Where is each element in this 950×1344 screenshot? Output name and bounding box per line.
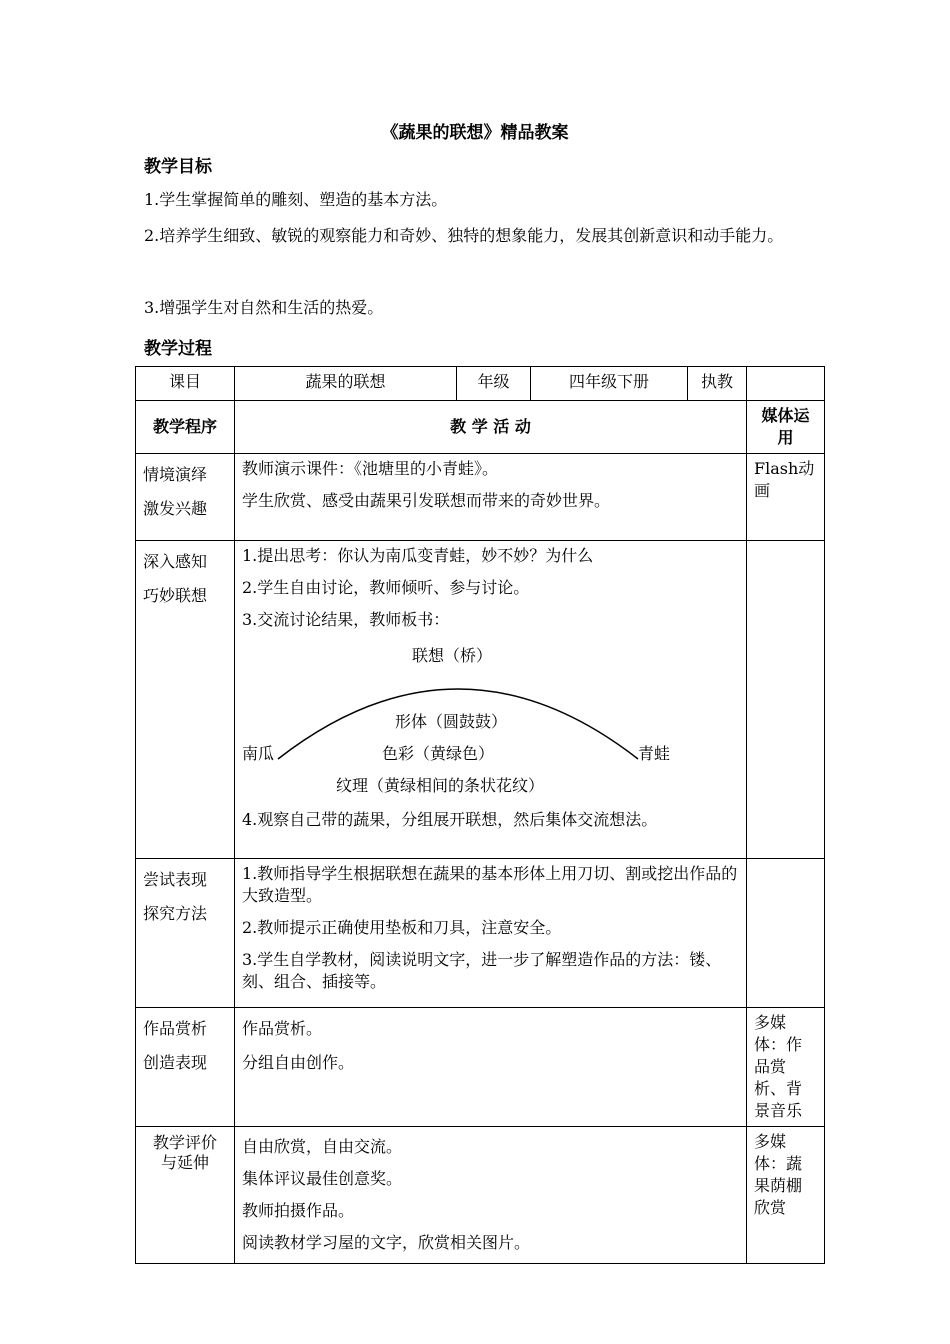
goal-2: 2.培养学生细致、敏锐的观察能力和奇妙、独特的想象能力，发展其创新意识和动手能力。	[144, 226, 784, 245]
stage-line: 探究方法	[143, 904, 208, 923]
activity-item: 3.交流讨论结果，教师板书：	[242, 610, 450, 629]
grade-value: 四年级下册	[531, 367, 688, 401]
diagram-color-label: 色彩（黄绿色）	[382, 744, 495, 763]
activity-item: 2.教师提示正确使用垫板和刀具，注意安全。	[242, 918, 562, 937]
activity-item: 教师拍摄作品。	[242, 1201, 355, 1220]
goal-1: 1.学生掌握简单的雕刻、塑造的基本方法。	[144, 190, 448, 209]
activity-item: 4.观察自己带的蔬果，分组展开联想，然后集体交流想法。	[242, 810, 658, 829]
table-row	[136, 1008, 825, 1127]
diagram-frog-label: 青蛙	[638, 744, 671, 763]
document-title: 《蔬果的联想》精品教案	[381, 123, 569, 143]
header-row	[136, 401, 825, 454]
teacher-value	[747, 367, 825, 401]
grade-label: 年级	[457, 367, 531, 401]
media-cell	[747, 859, 825, 1008]
table-row	[136, 1127, 825, 1264]
process-heading: 教学过程	[144, 339, 212, 359]
diagram-pumpkin-label: 南瓜	[242, 744, 275, 763]
activity-item: 集体评议最佳创意奖。	[242, 1169, 403, 1188]
activity-item: 3.学生自学教材，阅读说明文字，进一步了解塑造作品的方法：镂、刻、组合、插接等。	[242, 950, 722, 991]
activity-item: 1.教师指导学生根据联想在蔬果的基本形体上用刀切、割或挖出作品的大致造型。	[242, 864, 738, 905]
stage-line: 尝试表现	[143, 870, 208, 889]
activity-item: 分组自由创作。	[242, 1053, 355, 1072]
header-activity: 教 学 活 动	[235, 401, 747, 454]
activity-item: 自由欣赏，自由交流。	[242, 1137, 403, 1156]
activity-item: 阅读教材学习屋的文字，欣赏相关图片。	[242, 1233, 531, 1252]
activity-item: 作品赏析。	[242, 1019, 323, 1038]
diagram-shape-label: 形体（圆鼓鼓）	[395, 712, 508, 731]
info-row	[136, 367, 825, 401]
activity-item: 学生欣赏、感受由蔬果引发联想而带来的奇妙世界。	[242, 491, 611, 510]
goal-heading: 教学目标	[144, 157, 212, 177]
stage-line: 教学评价	[152, 1133, 217, 1152]
stage-line: 作品赏析	[143, 1019, 208, 1038]
table-row	[136, 454, 825, 541]
activity-item: 2.学生自由讨论，教师倾听、参与讨论。	[242, 578, 530, 597]
goal-3: 3.增强学生对自然和生活的热爱。	[144, 298, 384, 317]
course-label: 课目	[136, 367, 235, 401]
activity-item: 教师演示课件：《池塘里的小青蛙》。	[242, 459, 499, 478]
media-cell	[747, 541, 825, 859]
diagram-texture-label: 纹理（黄绿相间的条状花纹）	[336, 776, 545, 795]
stage-line: 深入感知	[143, 552, 208, 571]
media-cell: Flash动画	[747, 454, 825, 541]
teacher-label: 执教	[688, 367, 747, 401]
table-row	[136, 859, 825, 1008]
activity-item: 1.提出思考：你认为南瓜变青蛙，妙不妙？为什么	[242, 546, 594, 565]
header-media: 媒体运用	[747, 401, 825, 454]
media-cell: 多媒体：蔬果荫棚欣赏	[747, 1127, 825, 1264]
stage-line: 情境演绎	[143, 465, 208, 484]
table-row	[136, 541, 825, 859]
stage-line: 激发兴趣	[143, 499, 208, 518]
header-stage: 教学程序	[136, 401, 235, 454]
course-value: 蔬果的联想	[235, 367, 457, 401]
stage-line: 创造表现	[143, 1053, 208, 1072]
media-cell: 多媒体：作品赏析、背景音乐	[747, 1008, 825, 1127]
association-diagram	[242, 641, 739, 809]
diagram-bridge-label: 联想（桥）	[412, 646, 493, 665]
stage-line: 与延伸	[160, 1153, 209, 1172]
stage-line: 巧妙联想	[143, 586, 208, 605]
lesson-plan-table	[135, 366, 825, 1264]
